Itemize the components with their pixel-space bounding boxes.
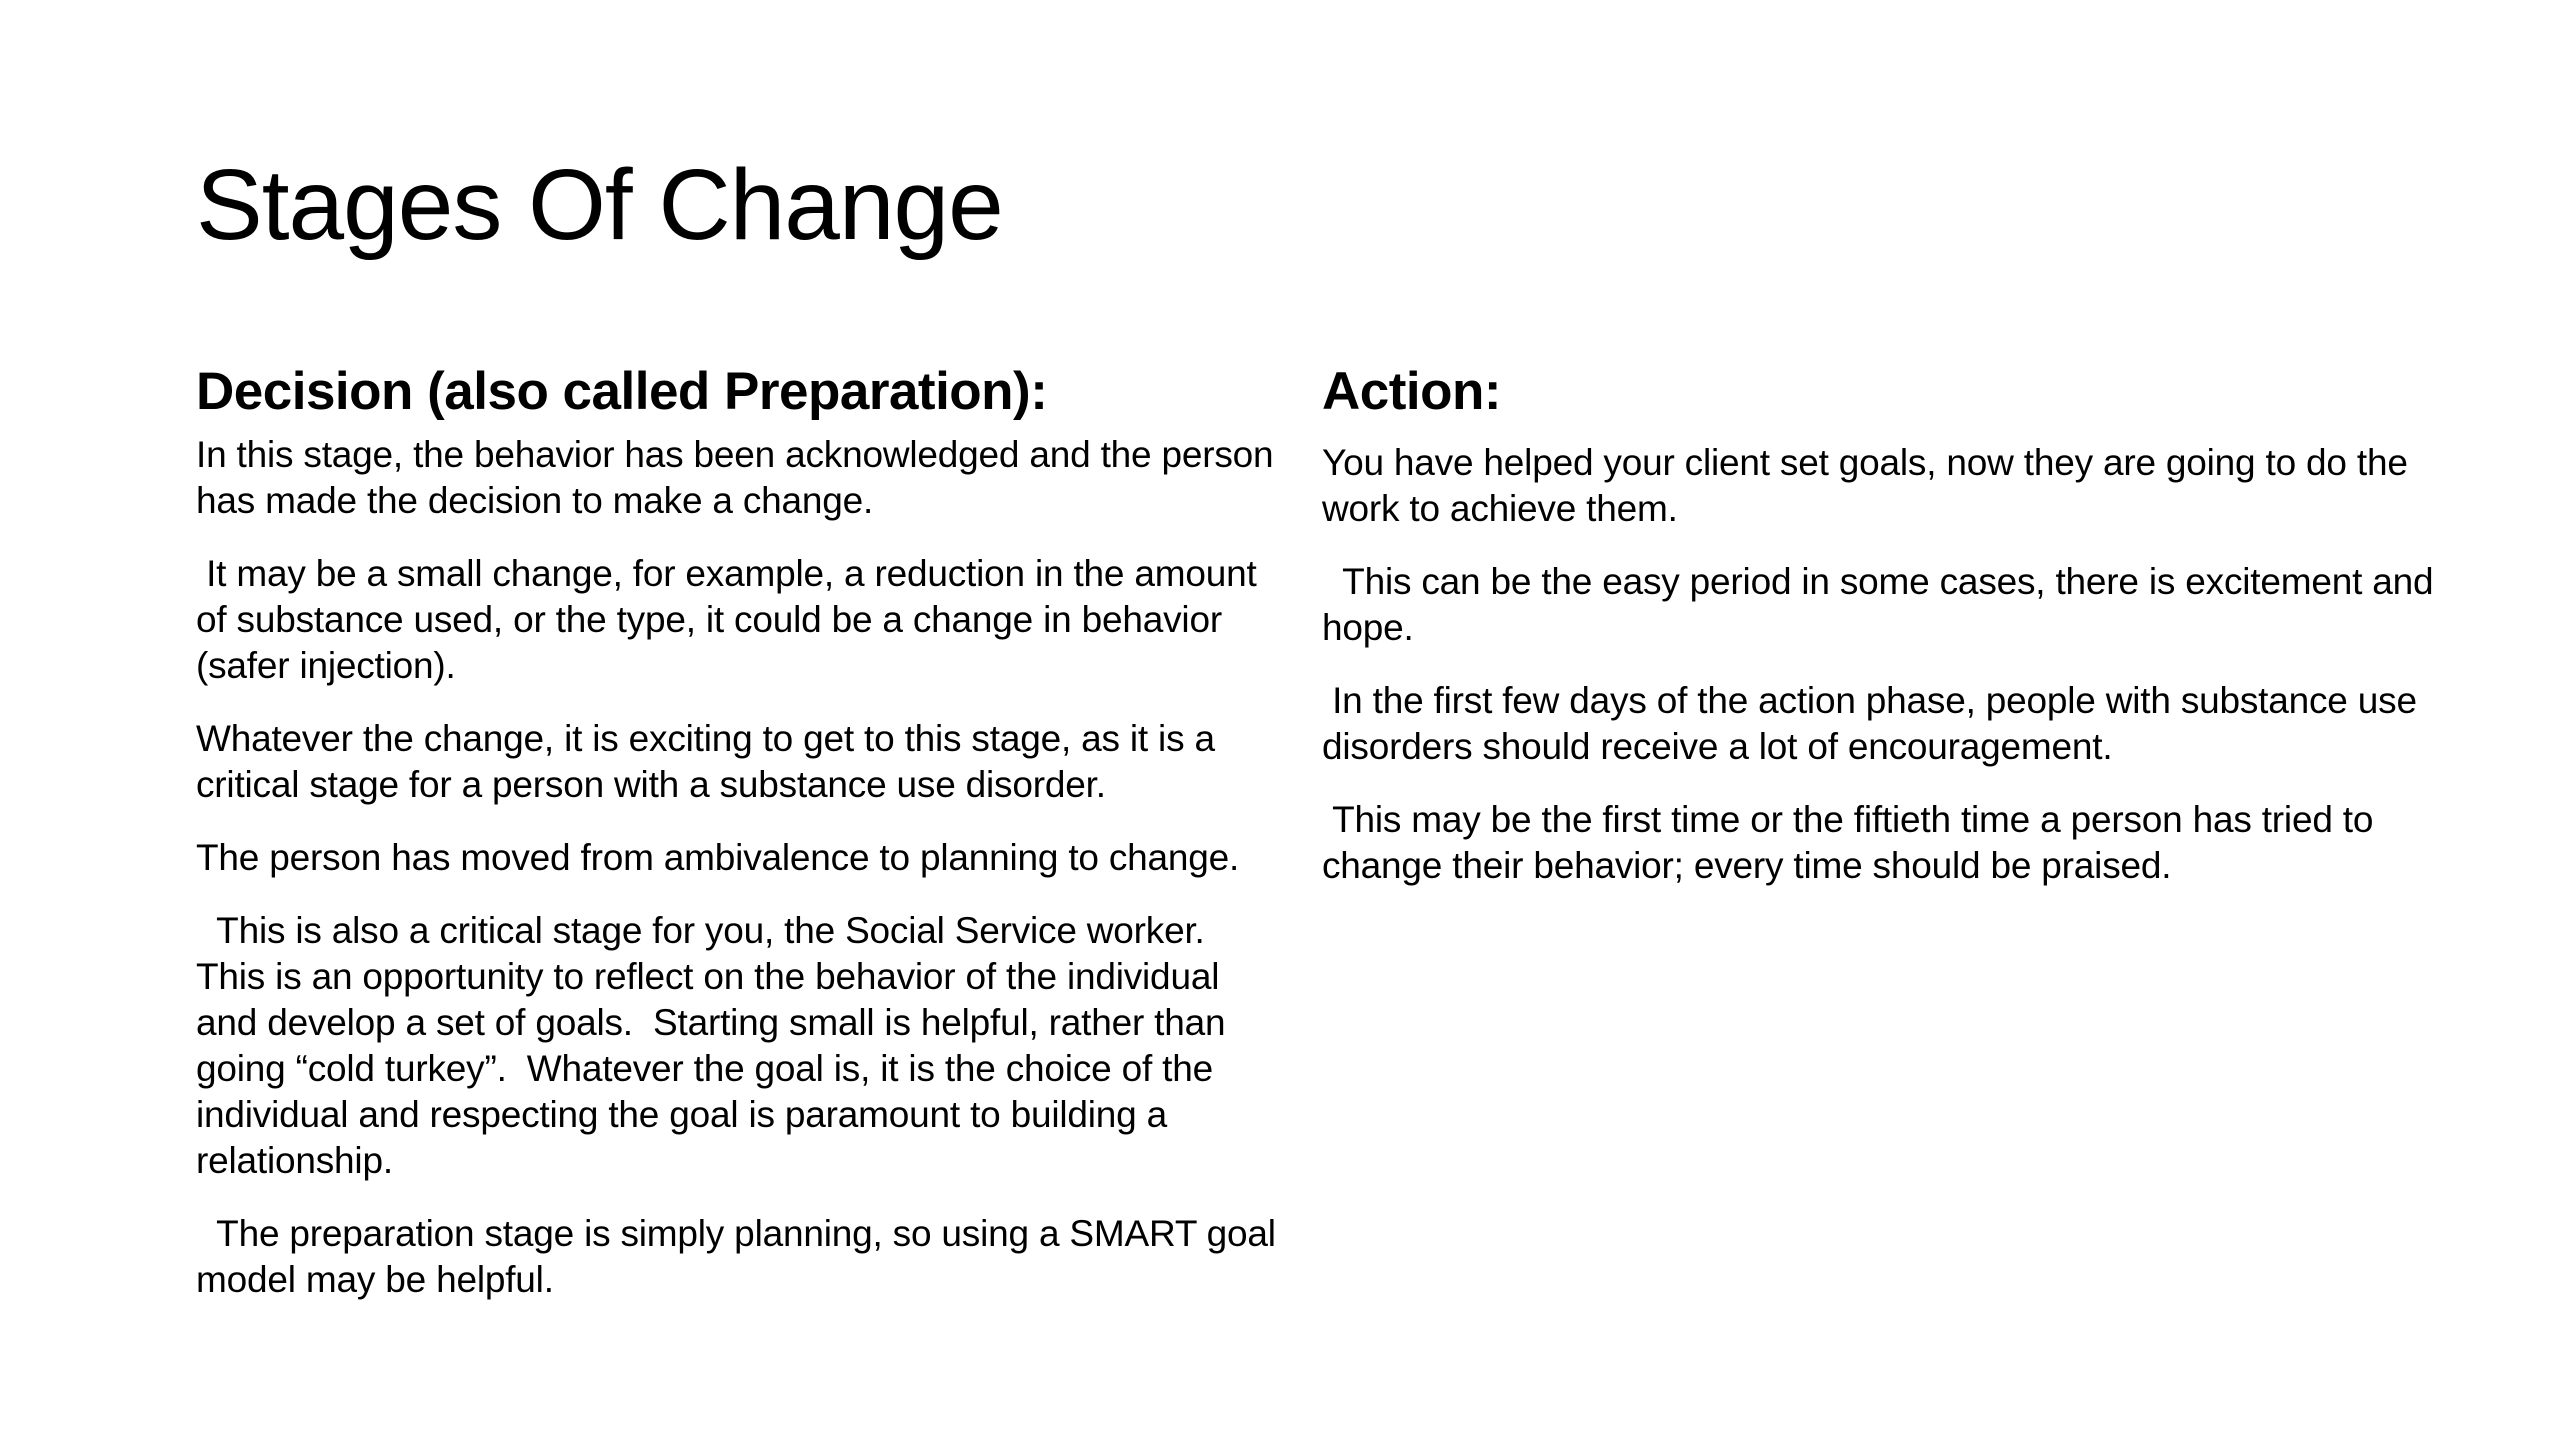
left-paragraph: Whatever the change, it is exciting to get to this stage, as it is a critical stage for a person with a substance use disorder. [196, 717, 1225, 805]
left-paragraph: The person has moved from ambivalence to planning to change. [196, 836, 1240, 878]
right-column [1322, 360, 2442, 889]
right-paragraph: This may be the first time or the fiftieth time a person has tried to change their behavior; every time should be praised. [1322, 798, 2384, 886]
left-paragraph: In this stage, the behavior has been acknowledged and the person has made the decision to make a change. [196, 433, 1284, 521]
left-paragraph: This is also a critical stage for you, the Social Service worker. This is an opportunity to reflect on the behavior of the individual and develop a set of goals. Starting small is helpful, rather than going “cold turkey”. Whatever the goal is, it is the choice of the individual and respecting the goal is paramount to building a relationship. [196, 909, 1236, 1181]
right-paragraph: You have helped your client set goals, now they are going to do the work to achieve them. [1322, 441, 2418, 529]
left-paragraph: It may be a small change, for example, a reduction in the amount of substance used, or the type, it could be a change in behavior (safer injection). [196, 552, 1267, 686]
slide-title: Stages Of Change [196, 149, 1003, 261]
left-paragraph: The preparation stage is simply planning, so using a SMART goal model may be helpful. [196, 1212, 1286, 1300]
right-paragraph: This can be the easy period in some cases, there is excitement and hope. [1322, 560, 2444, 648]
left-column-heading: Decision (also called Preparation): [196, 362, 1048, 421]
right-column-heading: Action: [1322, 362, 1502, 421]
left-column [196, 360, 1286, 1303]
right-paragraph: In the first few days of the action phase, people with substance use disorders should receive a lot of encouragement. [1322, 679, 2427, 767]
